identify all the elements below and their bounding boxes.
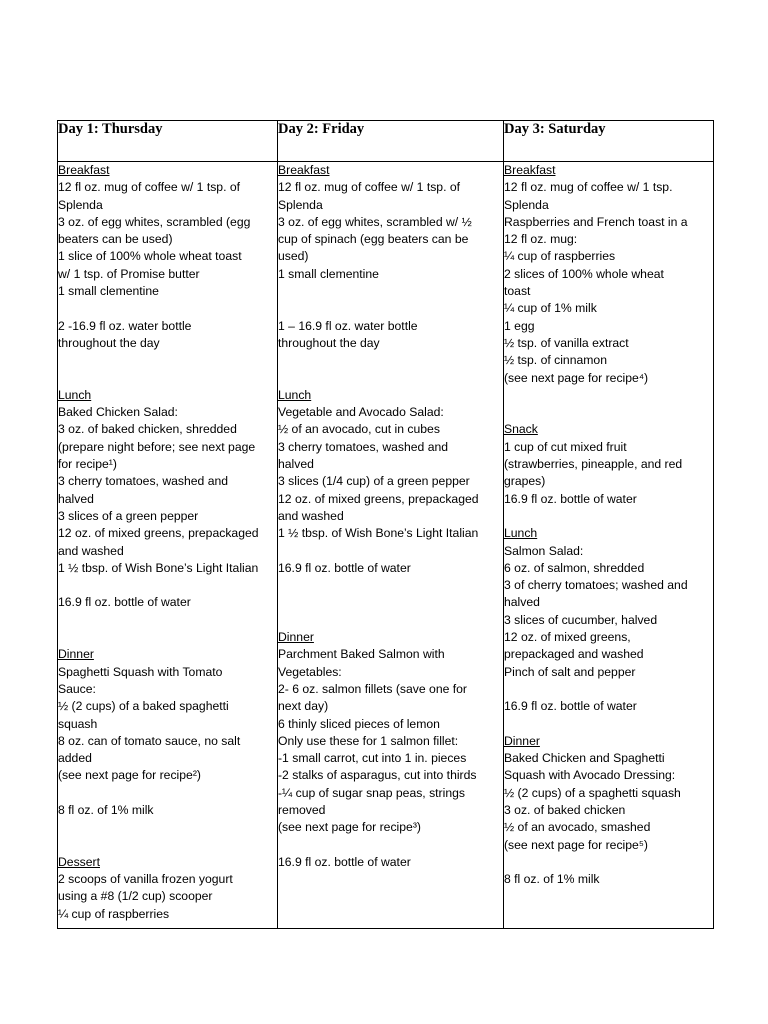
menu-line: next day)	[278, 699, 329, 714]
menu-line: Splenda	[58, 197, 103, 212]
menu-line: 3 oz. of egg whites, scrambled (egg	[58, 214, 251, 229]
menu-line: 1 – 16.9 fl oz. water bottle	[278, 318, 418, 333]
blank-line	[278, 300, 503, 317]
blank-line	[58, 352, 277, 369]
blank-line	[504, 716, 713, 733]
menu-line: and washed	[58, 543, 124, 558]
menu-line: 2- 6 oz. salmon fillets (save one for	[278, 681, 467, 696]
blank-line	[278, 283, 503, 300]
blank-line	[58, 612, 277, 629]
menu-line: 16.9 fl oz. bottle of water	[58, 595, 191, 610]
menu-line: halved	[58, 491, 94, 506]
menu-line: ½ tsp. of cinnamon	[504, 353, 607, 368]
menu-line: -2 stalks of asparagus, cut into thirds	[278, 768, 477, 783]
menu-line: removed	[278, 802, 326, 817]
meal-heading: Breakfast	[58, 163, 110, 177]
blank-line	[278, 543, 503, 560]
menu-line: 2 -16.9 fl oz. water bottle	[58, 318, 192, 333]
menu-line: 8 oz. can of tomato sauce, no salt	[58, 733, 241, 748]
day-2-header: Day 2: Friday	[278, 121, 504, 162]
blank-line	[278, 594, 503, 611]
menu-line: 12 fl oz. mug:	[504, 232, 578, 247]
meal-heading: Lunch	[58, 387, 92, 402]
menu-line: ¼ cup of raspberries	[58, 906, 170, 921]
menu-line: Spaghetti Squash with Tomato	[58, 664, 223, 679]
meal-heading: Breakfast	[504, 163, 556, 177]
menu-line: throughout the day	[58, 335, 160, 350]
menu-line: (see next page for recipe⁵)	[504, 837, 648, 852]
blank-line	[58, 577, 277, 594]
menu-line: ½ (2 cups) of a baked spaghetti	[58, 699, 229, 714]
menu-line: for recipe¹)	[58, 457, 117, 472]
menu-line: and washed	[278, 508, 344, 523]
menu-line: 3 slices of cucumber, halved	[504, 612, 658, 627]
menu-line: 16.9 fl oz. bottle of water	[504, 699, 637, 714]
day-1-header: Day 1: Thursday	[58, 121, 278, 162]
menu-line: (see next page for recipe³)	[278, 820, 421, 835]
blank-line	[58, 370, 277, 387]
day-3-menu	[504, 162, 714, 929]
menu-row	[58, 162, 714, 929]
menu-line: 3 slices (1/4 cup) of a green pepper	[278, 474, 470, 489]
meal-heading: Dessert	[58, 854, 100, 869]
menu-line: toast	[504, 284, 531, 299]
meal-heading: Snack	[504, 422, 538, 437]
day-1-menu	[58, 162, 278, 929]
menu-line: Pinch of salt and pepper	[504, 664, 636, 679]
header-row	[58, 121, 714, 162]
blank-line	[58, 629, 277, 646]
menu-line: ¼ cup of 1% milk	[504, 301, 597, 316]
blank-line	[504, 387, 713, 404]
meal-heading: Dinner	[58, 647, 94, 662]
blank-line	[278, 837, 503, 854]
menu-line: beaters can be used)	[58, 232, 173, 247]
menu-line: added	[58, 751, 92, 766]
blank-line	[278, 352, 503, 369]
menu-line: used)	[278, 249, 309, 264]
menu-line: (see next page for recipe⁴)	[504, 370, 649, 385]
menu-line: 1 small clementine	[58, 284, 159, 299]
menu-line: 1 ½ tbsp. of Wish Bone’s Light Italian	[278, 526, 479, 541]
menu-line: halved	[504, 595, 540, 610]
menu-line: -1 small carrot, cut into 1 in. pieces	[278, 751, 467, 766]
meal-heading: Lunch	[278, 387, 312, 402]
meal-heading: Lunch	[504, 526, 538, 541]
menu-line: Salmon Salad:	[504, 543, 584, 558]
blank-line	[504, 681, 713, 698]
menu-line: 12 oz. of mixed greens, prepackaged	[278, 491, 479, 506]
menu-line: Raspberries and French toast in a	[504, 214, 688, 229]
meal-heading: Dinner	[278, 630, 314, 645]
blank-line	[58, 837, 277, 854]
menu-line: 6 oz. of salmon, shredded	[504, 560, 645, 575]
menu-line: 16.9 fl oz. bottle of water	[278, 854, 411, 869]
menu-line: 12 oz. of mixed greens,	[504, 630, 631, 645]
menu-line: ¼ cup of raspberries	[504, 249, 616, 264]
menu-line: Baked Chicken and Spaghetti	[504, 751, 665, 766]
menu-line: 8 fl oz. of 1% milk	[504, 872, 600, 887]
menu-line: 3 cherry tomatoes, washed and	[58, 474, 229, 489]
menu-line: 1 egg	[504, 318, 535, 333]
menu-line: Only use these for 1 salmon fillet:	[278, 733, 459, 748]
menu-line: ½ tsp. of vanilla extract	[504, 335, 629, 350]
blank-line	[58, 300, 277, 317]
menu-line: 6 thinly sliced pieces of lemon	[278, 716, 440, 731]
menu-line: prepackaged and washed	[504, 647, 644, 662]
menu-line: (strawberries, pineapple, and red	[504, 457, 683, 472]
menu-line: Baked Chicken Salad:	[58, 405, 178, 420]
menu-line: (see next page for recipe²)	[58, 768, 201, 783]
blank-line	[278, 612, 503, 629]
blank-line	[58, 785, 277, 802]
menu-line: ½ (2 cups) of a spaghetti squash	[504, 785, 681, 800]
menu-line: 3 oz. of egg whites, scrambled w/ ½	[278, 214, 472, 229]
menu-line: Vegetables:	[278, 664, 342, 679]
menu-line: 3 cherry tomatoes, washed and	[278, 439, 449, 454]
blank-line	[504, 508, 713, 525]
menu-line: 1 slice of 100% whole wheat toast	[58, 249, 242, 264]
menu-line: ½ of an avocado, cut in cubes	[278, 422, 440, 437]
menu-line: 12 fl oz. mug of coffee w/ 1 tsp. of	[58, 180, 241, 195]
menu-line: 16.9 fl oz. bottle of water	[278, 560, 411, 575]
menu-line: grapes)	[504, 474, 546, 489]
menu-line: 12 fl oz. mug of coffee w/ 1 tsp. of	[278, 180, 461, 195]
menu-line: 12 fl oz. mug of coffee w/ 1 tsp.	[504, 180, 673, 195]
menu-line: 12 oz. of mixed greens, prepackaged	[58, 526, 259, 541]
menu-line: 3 oz. of baked chicken, shredded	[58, 422, 237, 437]
meal-heading: Breakfast	[278, 163, 330, 177]
menu-line: Splenda	[504, 197, 549, 212]
menu-line: ½ of an avocado, smashed	[504, 820, 651, 835]
blank-line	[58, 819, 277, 836]
day-3-header: Day 3: Saturday	[504, 121, 714, 162]
meal-plan-table	[57, 120, 714, 929]
menu-line: (prepare night before; see next page	[58, 439, 256, 454]
menu-line: 3 slices of a green pepper	[58, 508, 199, 523]
menu-line: Parchment Baked Salmon with	[278, 647, 445, 662]
menu-line: Squash with Avocado Dressing:	[504, 768, 676, 783]
menu-line: squash	[58, 716, 98, 731]
menu-line: 1 cup of cut mixed fruit	[504, 439, 627, 454]
blank-line	[278, 370, 503, 387]
menu-line: 2 scoops of vanilla frozen yogurt	[58, 872, 233, 887]
menu-line: 1 ½ tbsp. of Wish Bone’s Light Italian	[58, 560, 259, 575]
blank-line	[278, 577, 503, 594]
menu-line: 3 oz. of baked chicken	[504, 802, 626, 817]
blank-line	[504, 404, 713, 421]
menu-line: 16.9 fl oz. bottle of water	[504, 491, 637, 506]
menu-line: 1 small clementine	[278, 266, 379, 281]
menu-line: 2 slices of 100% whole wheat	[504, 266, 664, 281]
menu-line: halved	[278, 457, 314, 472]
menu-line: Sauce:	[58, 681, 96, 696]
day-2-menu	[278, 162, 504, 929]
blank-line	[504, 854, 713, 871]
menu-line: 3 of cherry tomatoes; washed and	[504, 578, 688, 593]
menu-line: Splenda	[278, 197, 323, 212]
menu-line: throughout the day	[278, 335, 380, 350]
menu-line: -¼ cup of sugar snap peas, strings	[278, 785, 465, 800]
menu-line: w/ 1 tsp. of Promise butter	[58, 266, 200, 281]
meal-heading: Dinner	[504, 733, 540, 748]
menu-line: 8 fl oz. of 1% milk	[58, 802, 154, 817]
menu-line: Vegetable and Avocado Salad:	[278, 405, 444, 420]
menu-line: using a #8 (1/2 cup) scooper	[58, 889, 213, 904]
menu-line: cup of spinach (egg beaters can be	[278, 232, 469, 247]
